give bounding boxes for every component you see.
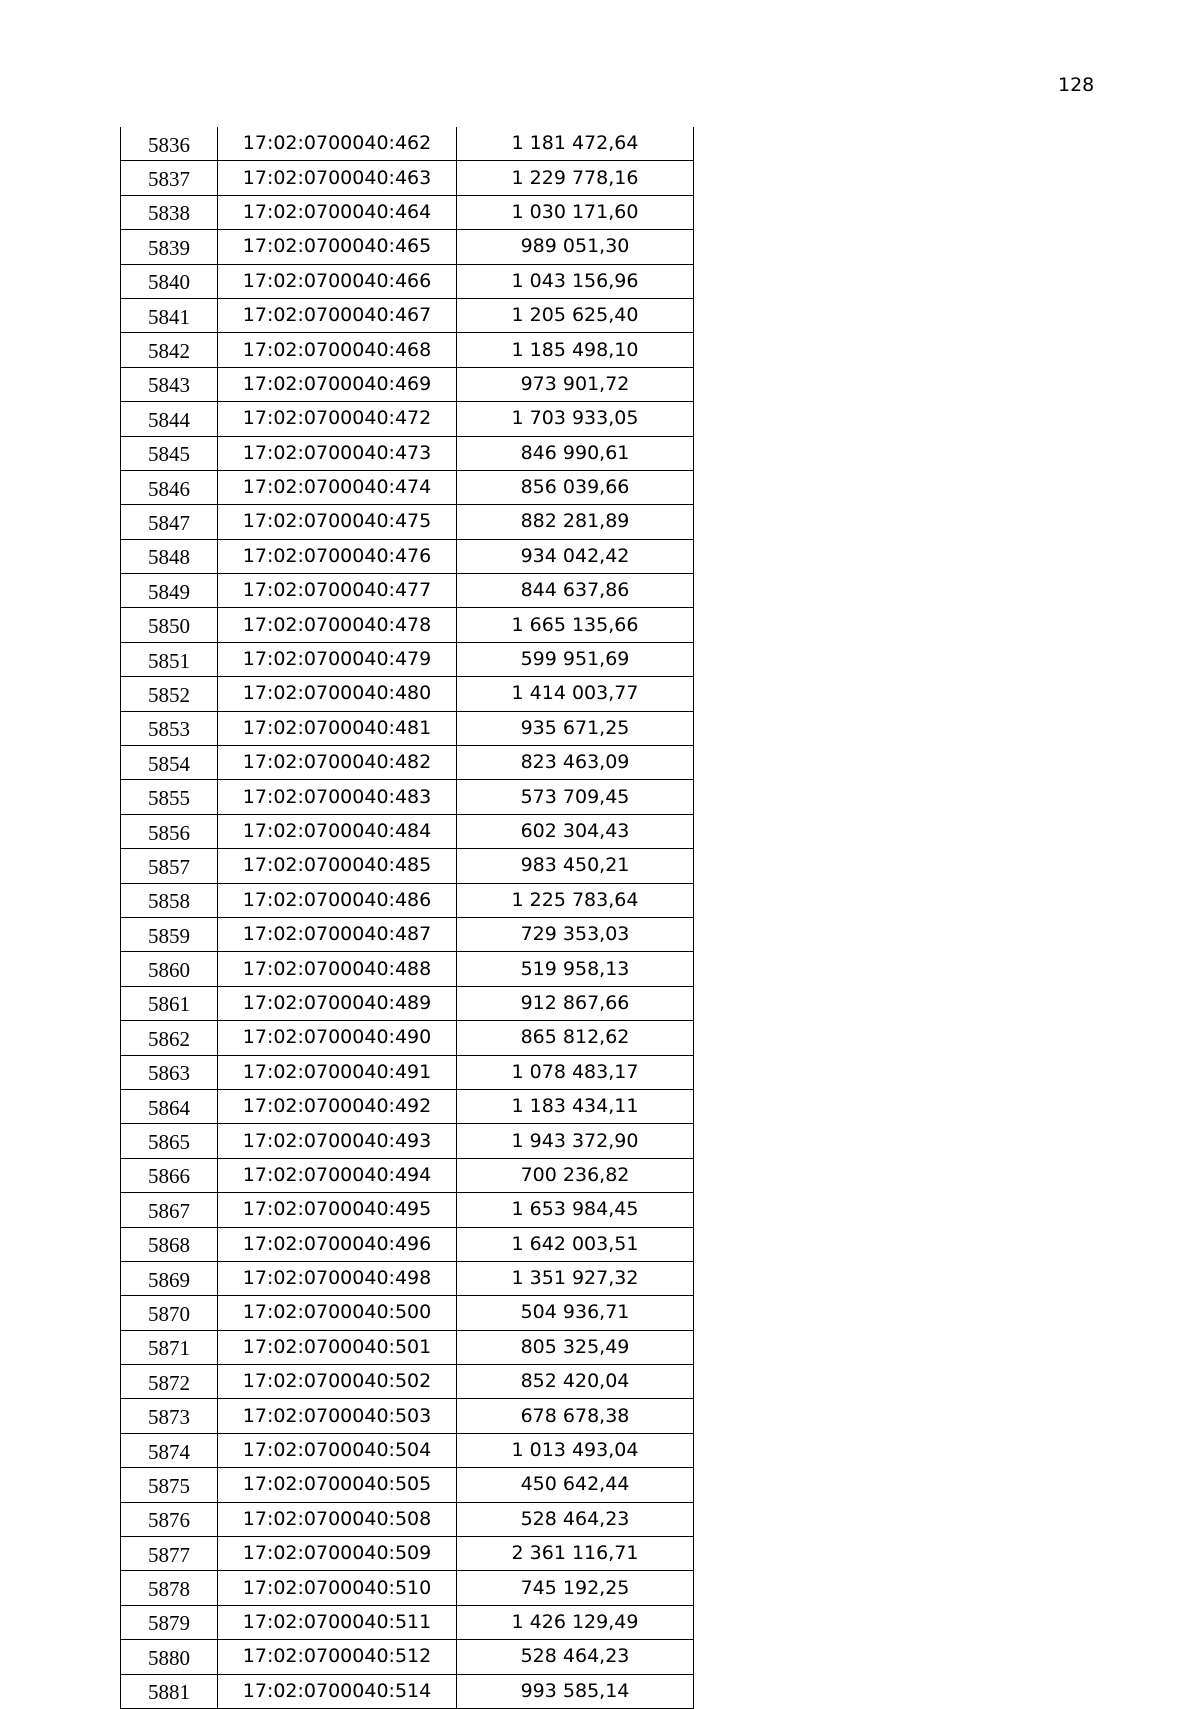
cadastral-number-cell: 17:02:0700040:463 — [218, 161, 457, 195]
cadastral-number-cell: 17:02:0700040:483 — [218, 780, 457, 814]
row-number-cell: 5840 — [121, 264, 218, 298]
row-number-cell: 5843 — [121, 367, 218, 401]
table-row — [121, 539, 694, 573]
cadastral-number-cell: 17:02:0700040:487 — [218, 917, 457, 951]
table-row — [121, 1021, 694, 1055]
cadastral-value-cell: 1 043 156,96 — [457, 264, 694, 298]
cadastral-value-cell: 2 361 116,71 — [457, 1537, 694, 1571]
cadastral-number-cell: 17:02:0700040:469 — [218, 367, 457, 401]
cadastral-value-cell: 882 281,89 — [457, 505, 694, 539]
row-number-cell: 5868 — [121, 1227, 218, 1261]
cadastral-value-cell: 1 642 003,51 — [457, 1227, 694, 1261]
row-number-cell: 5876 — [121, 1502, 218, 1536]
cadastral-number-cell: 17:02:0700040:485 — [218, 849, 457, 883]
cadastral-number-cell: 17:02:0700040:509 — [218, 1537, 457, 1571]
table-row — [121, 1433, 694, 1467]
cadastral-number-cell: 17:02:0700040:477 — [218, 574, 457, 608]
table-row — [121, 367, 694, 401]
table-row — [121, 608, 694, 642]
row-number-cell: 5871 — [121, 1330, 218, 1364]
table-row — [121, 780, 694, 814]
table-row — [121, 195, 694, 229]
cadastral-value-cell: 450 642,44 — [457, 1468, 694, 1502]
cadastral-value-cell: 805 325,49 — [457, 1330, 694, 1364]
table-row — [121, 711, 694, 745]
cadastral-value-cell: 1 183 434,11 — [457, 1089, 694, 1123]
cadastral-number-cell: 17:02:0700040:503 — [218, 1399, 457, 1433]
cadastral-value-cell: 729 353,03 — [457, 917, 694, 951]
cadastral-value-cell: 934 042,42 — [457, 539, 694, 573]
cadastral-number-cell: 17:02:0700040:476 — [218, 539, 457, 573]
table-row — [121, 677, 694, 711]
cadastral-value-cell: 519 958,13 — [457, 952, 694, 986]
cadastral-value-cell: 993 585,14 — [457, 1674, 694, 1708]
row-number-cell: 5862 — [121, 1021, 218, 1055]
cadastral-value-cell: 852 420,04 — [457, 1365, 694, 1399]
cadastral-number-cell: 17:02:0700040:504 — [218, 1433, 457, 1467]
table-row — [121, 264, 694, 298]
table-row — [121, 1158, 694, 1192]
table-row — [121, 1468, 694, 1502]
table-row — [121, 1571, 694, 1605]
table-row — [121, 1227, 694, 1261]
row-number-cell: 5841 — [121, 298, 218, 332]
cadastral-number-cell: 17:02:0700040:498 — [218, 1261, 457, 1295]
cadastral-number-cell: 17:02:0700040:491 — [218, 1055, 457, 1089]
table-row — [121, 917, 694, 951]
table-row — [121, 298, 694, 332]
row-number-cell: 5839 — [121, 230, 218, 264]
table-row — [121, 746, 694, 780]
cadastral-number-cell: 17:02:0700040:473 — [218, 436, 457, 470]
table-row — [121, 952, 694, 986]
row-number-cell: 5881 — [121, 1674, 218, 1708]
cadastral-number-cell: 17:02:0700040:479 — [218, 642, 457, 676]
cadastral-value-cell: 912 867,66 — [457, 986, 694, 1020]
row-number-cell: 5851 — [121, 642, 218, 676]
row-number-cell: 5854 — [121, 746, 218, 780]
cadastral-value-cell: 1 185 498,10 — [457, 333, 694, 367]
row-number-cell: 5852 — [121, 677, 218, 711]
cadastral-number-cell: 17:02:0700040:511 — [218, 1605, 457, 1639]
row-number-cell: 5856 — [121, 814, 218, 848]
row-number-cell: 5846 — [121, 470, 218, 504]
cadastral-number-cell: 17:02:0700040:480 — [218, 677, 457, 711]
cadastral-number-cell: 17:02:0700040:489 — [218, 986, 457, 1020]
table-row — [121, 161, 694, 195]
cadastral-number-cell: 17:02:0700040:510 — [218, 1571, 457, 1605]
row-number-cell: 5861 — [121, 986, 218, 1020]
page-number: 128 — [1058, 74, 1095, 96]
cadastral-number-cell: 17:02:0700040:484 — [218, 814, 457, 848]
cadastral-number-cell: 17:02:0700040:512 — [218, 1640, 457, 1674]
cadastral-value-cell: 700 236,82 — [457, 1158, 694, 1192]
table-row — [121, 402, 694, 436]
cadastral-value-cell: 1 225 783,64 — [457, 883, 694, 917]
cadastral-number-cell: 17:02:0700040:465 — [218, 230, 457, 264]
row-number-cell: 5844 — [121, 402, 218, 436]
cadastral-number-cell: 17:02:0700040:488 — [218, 952, 457, 986]
table-row — [121, 814, 694, 848]
table-row — [121, 883, 694, 917]
table-body — [121, 127, 694, 1708]
table-row — [121, 1365, 694, 1399]
cadastral-number-cell: 17:02:0700040:505 — [218, 1468, 457, 1502]
table-row — [121, 1055, 694, 1089]
cadastral-value-cell: 1 703 933,05 — [457, 402, 694, 436]
cadastral-value-cell: 989 051,30 — [457, 230, 694, 264]
cadastral-value-cell: 1 181 472,64 — [457, 127, 694, 161]
cadastral-value-cell: 844 637,86 — [457, 574, 694, 608]
cadastral-value-cell: 528 464,23 — [457, 1502, 694, 1536]
table-row — [121, 1605, 694, 1639]
table-row — [121, 1502, 694, 1536]
cadastral-value-cell: 823 463,09 — [457, 746, 694, 780]
cadastral-value-cell: 1 653 984,45 — [457, 1193, 694, 1227]
row-number-cell: 5836 — [121, 127, 218, 161]
table-row — [121, 505, 694, 539]
cadastral-value-cell: 865 812,62 — [457, 1021, 694, 1055]
cadastral-number-cell: 17:02:0700040:490 — [218, 1021, 457, 1055]
cadastral-number-cell: 17:02:0700040:475 — [218, 505, 457, 539]
cadastral-value-cell: 602 304,43 — [457, 814, 694, 848]
cadastral-number-cell: 17:02:0700040:496 — [218, 1227, 457, 1261]
row-number-cell: 5869 — [121, 1261, 218, 1295]
row-number-cell: 5873 — [121, 1399, 218, 1433]
cadastral-number-cell: 17:02:0700040:514 — [218, 1674, 457, 1708]
cadastral-value-cell: 1 426 129,49 — [457, 1605, 694, 1639]
cadastral-number-cell: 17:02:0700040:482 — [218, 746, 457, 780]
cadastral-number-cell: 17:02:0700040:468 — [218, 333, 457, 367]
cadastral-value-table — [120, 127, 694, 1709]
table-row — [121, 574, 694, 608]
row-number-cell: 5847 — [121, 505, 218, 539]
cadastral-value-cell: 1 665 135,66 — [457, 608, 694, 642]
row-number-cell: 5863 — [121, 1055, 218, 1089]
row-number-cell: 5849 — [121, 574, 218, 608]
cadastral-value-cell: 846 990,61 — [457, 436, 694, 470]
cadastral-number-cell: 17:02:0700040:474 — [218, 470, 457, 504]
row-number-cell: 5865 — [121, 1124, 218, 1158]
cadastral-number-cell: 17:02:0700040:464 — [218, 195, 457, 229]
cadastral-value-cell: 1 013 493,04 — [457, 1433, 694, 1467]
row-number-cell: 5860 — [121, 952, 218, 986]
table-row — [121, 1193, 694, 1227]
cadastral-number-cell: 17:02:0700040:494 — [218, 1158, 457, 1192]
table-row — [121, 1640, 694, 1674]
table-row — [121, 1124, 694, 1158]
cadastral-value-cell: 504 936,71 — [457, 1296, 694, 1330]
row-number-cell: 5866 — [121, 1158, 218, 1192]
cadastral-number-cell: 17:02:0700040:462 — [218, 127, 457, 161]
cadastral-value-cell: 973 901,72 — [457, 367, 694, 401]
row-number-cell: 5857 — [121, 849, 218, 883]
row-number-cell: 5870 — [121, 1296, 218, 1330]
cadastral-value-cell: 573 709,45 — [457, 780, 694, 814]
row-number-cell: 5875 — [121, 1468, 218, 1502]
row-number-cell: 5845 — [121, 436, 218, 470]
cadastral-value-cell: 856 039,66 — [457, 470, 694, 504]
table-row — [121, 436, 694, 470]
table-row — [121, 1674, 694, 1708]
cadastral-value-cell: 1 943 372,90 — [457, 1124, 694, 1158]
cadastral-value-cell: 1 078 483,17 — [457, 1055, 694, 1089]
row-number-cell: 5850 — [121, 608, 218, 642]
row-number-cell: 5859 — [121, 917, 218, 951]
row-number-cell: 5837 — [121, 161, 218, 195]
table-row — [121, 230, 694, 264]
row-number-cell: 5878 — [121, 1571, 218, 1605]
cadastral-number-cell: 17:02:0700040:467 — [218, 298, 457, 332]
row-number-cell: 5838 — [121, 195, 218, 229]
cadastral-number-cell: 17:02:0700040:478 — [218, 608, 457, 642]
table-row — [121, 470, 694, 504]
cadastral-number-cell: 17:02:0700040:486 — [218, 883, 457, 917]
cadastral-value-cell: 1 229 778,16 — [457, 161, 694, 195]
table-row — [121, 1330, 694, 1364]
row-number-cell: 5872 — [121, 1365, 218, 1399]
row-number-cell: 5842 — [121, 333, 218, 367]
table-row — [121, 1261, 694, 1295]
table-row — [121, 1296, 694, 1330]
cadastral-value-cell: 1 205 625,40 — [457, 298, 694, 332]
cadastral-value-cell: 1 351 927,32 — [457, 1261, 694, 1295]
table-row — [121, 642, 694, 676]
row-number-cell: 5867 — [121, 1193, 218, 1227]
table-row — [121, 1399, 694, 1433]
table-row — [121, 333, 694, 367]
cadastral-number-cell: 17:02:0700040:501 — [218, 1330, 457, 1364]
cadastral-value-cell: 983 450,21 — [457, 849, 694, 883]
row-number-cell: 5855 — [121, 780, 218, 814]
table-row — [121, 1089, 694, 1123]
cadastral-number-cell: 17:02:0700040:481 — [218, 711, 457, 745]
cadastral-number-cell: 17:02:0700040:500 — [218, 1296, 457, 1330]
cadastral-number-cell: 17:02:0700040:495 — [218, 1193, 457, 1227]
table-row — [121, 1537, 694, 1571]
cadastral-value-cell: 678 678,38 — [457, 1399, 694, 1433]
cadastral-value-cell: 935 671,25 — [457, 711, 694, 745]
cadastral-value-cell: 599 951,69 — [457, 642, 694, 676]
row-number-cell: 5879 — [121, 1605, 218, 1639]
cadastral-number-cell: 17:02:0700040:502 — [218, 1365, 457, 1399]
row-number-cell: 5853 — [121, 711, 218, 745]
table-row — [121, 849, 694, 883]
table-row — [121, 127, 694, 161]
cadastral-value-cell: 745 192,25 — [457, 1571, 694, 1605]
cadastral-number-cell: 17:02:0700040:472 — [218, 402, 457, 436]
cadastral-value-cell: 528 464,23 — [457, 1640, 694, 1674]
row-number-cell: 5880 — [121, 1640, 218, 1674]
row-number-cell: 5864 — [121, 1089, 218, 1123]
cadastral-number-cell: 17:02:0700040:493 — [218, 1124, 457, 1158]
row-number-cell: 5848 — [121, 539, 218, 573]
cadastral-number-cell: 17:02:0700040:508 — [218, 1502, 457, 1536]
table-row — [121, 986, 694, 1020]
row-number-cell: 5877 — [121, 1537, 218, 1571]
row-number-cell: 5858 — [121, 883, 218, 917]
cadastral-value-cell: 1 030 171,60 — [457, 195, 694, 229]
cadastral-number-cell: 17:02:0700040:466 — [218, 264, 457, 298]
cadastral-value-cell: 1 414 003,77 — [457, 677, 694, 711]
row-number-cell: 5874 — [121, 1433, 218, 1467]
cadastral-number-cell: 17:02:0700040:492 — [218, 1089, 457, 1123]
